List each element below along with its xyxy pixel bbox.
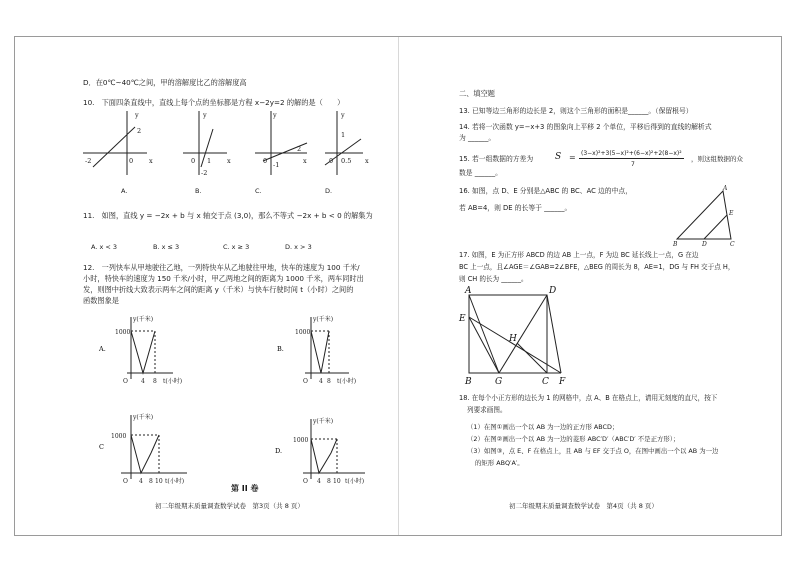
- q17-label-e: E: [459, 314, 466, 324]
- q12-graphs: [87, 309, 387, 489]
- q12c-origin: O: [123, 478, 128, 485]
- q12a-y-label: y(千米): [133, 316, 154, 323]
- q11-option-b: B. x ≤ 3: [153, 243, 180, 251]
- q15-line-1-end: ，则这组数据的众: [691, 155, 743, 163]
- q12d-y-label: y(千米): [313, 418, 334, 425]
- q18-part-3: （3）如图③，点 E、F 在格点上，且 AB 与 EF 交于点 O，在图中画出一个以 AB 为一边: [467, 447, 719, 455]
- q12d-tick-1000: 1000: [293, 437, 309, 444]
- q17-line-1: 17. 如图，E 为正方形 ABCD 的边 AB 上一点，F 为边 BC 延长线上一点，G 在边: [459, 251, 699, 259]
- q15-equals: =: [569, 153, 576, 162]
- q10b-tick-neg2: -2: [201, 169, 208, 177]
- q17-label-h: H: [509, 334, 517, 344]
- q12b-x-label: t(小时): [337, 378, 357, 385]
- q17-label-f: F: [559, 377, 566, 387]
- q10c-origin: 0: [263, 157, 268, 165]
- q10d-tick-1: 1: [341, 131, 346, 139]
- q10-graph-a: [83, 111, 147, 175]
- section-ii-heading: 第 II 卷: [231, 484, 259, 493]
- q16-label-b: B: [673, 241, 678, 248]
- q12b-tick-4: 4: [319, 378, 323, 385]
- q16-triangle-figure: [671, 187, 751, 247]
- q13-text: 13. 已知等边三角形的边长是 2，则这个三角形的面积是______。（保留根号）: [459, 107, 693, 115]
- right-page-footer: 初二年级期末质量调查数学试卷 第4页（共 8 页）: [509, 502, 658, 510]
- q11-option-a: A. x < 3: [91, 243, 118, 251]
- q12a-tick-1000: 1000: [115, 329, 131, 336]
- q17-label-a: A: [465, 286, 472, 296]
- q17-line-3: 则 CH 的长为 ______。: [459, 275, 528, 283]
- q11-option-d: D. x > 3: [285, 243, 312, 251]
- q12c-y-label: y(千米): [133, 414, 154, 421]
- q12c-x-label: t(小时): [165, 478, 185, 485]
- q17-line-2: BC 上一点，且∠AGE＝∠GAB=2∠BFE，△BEG 的周长为 8，AE=1，DG 与 FH 交于点 H，: [459, 263, 735, 271]
- q16-line-2: 若 AB=4，则 DE 的长等于 ______。: [459, 204, 572, 212]
- q18-line-2: 列要求画图。: [467, 406, 507, 414]
- q10a-tick-2: 2: [137, 127, 142, 135]
- q12a-origin: O: [123, 378, 128, 385]
- q18-part-3-cont: 的矩形 ABQ′A′。: [475, 459, 524, 467]
- q10a-origin: 0: [129, 157, 134, 165]
- q17-label-g: G: [495, 377, 503, 387]
- q17-label-c: C: [542, 377, 549, 387]
- q10-graph-c: [255, 111, 307, 175]
- q12-graph-c: [121, 415, 187, 479]
- q16-label-d: D: [702, 241, 707, 248]
- q12-graph-d: [303, 419, 365, 479]
- q10b-y-label: y: [203, 111, 207, 119]
- right-page: [399, 37, 781, 535]
- q12d-tick-10: 10: [333, 478, 341, 485]
- q10c-x-label: x: [303, 157, 307, 165]
- q11-option-c: C. x ≥ 3: [223, 243, 250, 251]
- q12d-x-label: t(小时): [345, 478, 365, 485]
- q10-graph-b: [183, 111, 227, 175]
- q10-option-c: C.: [255, 187, 262, 195]
- q14-line-2: 为 ______。: [459, 134, 496, 142]
- q18-part-1: （1）在图①画出一个以 AB 为一边的正方形 ABCD；: [467, 423, 619, 431]
- q10-text: 10. 下面四条直线中，直线上每个点的坐标都是方程 x−2y=2 的解的是（ ）: [83, 98, 345, 107]
- q14-line-1: 14. 若将一次函数 y=−x+3 的图象向上平移 2 个单位，平移后得到的直线的解析式: [459, 123, 712, 131]
- left-page: [15, 37, 398, 535]
- q9-option-d: D．在0℃~40℃之间，甲的溶解度比乙的溶解度高: [83, 78, 247, 87]
- q17-label-d: D: [549, 286, 557, 296]
- left-page-footer: 初二年级期末质量调查数学试卷 第3页（共 8 页）: [155, 502, 304, 510]
- q10d-origin: 0: [329, 157, 334, 165]
- q10a-tick-neg2: -2: [85, 157, 92, 165]
- q12d-tick-4: 4: [317, 478, 321, 485]
- q11-text: 11. 如图，直线 y = −2x + b 与 x 轴交于点 (3,0)，那么不等式 −2x + b < 0 的解集为: [83, 211, 373, 220]
- q10a-x-label: x: [149, 157, 153, 165]
- q10b-origin: 0: [191, 157, 196, 165]
- q12a-x-label: t(小时): [163, 378, 183, 385]
- q16-label-e: E: [729, 210, 734, 217]
- q18-line-1: 18. 在每个小正方形的边长为 1 的网格中，点 A、B 在格点上，请用无刻度的直尺，按下: [459, 394, 718, 402]
- q12a-tick-8: 8: [153, 378, 157, 385]
- q16-label-c: C: [730, 241, 735, 248]
- q17-square-figure: [459, 286, 595, 387]
- q10b-x-label: x: [227, 157, 231, 165]
- q12d-tick-8: 8: [327, 478, 331, 485]
- q16-label-a: A: [723, 185, 728, 192]
- q10d-x-label: x: [365, 157, 369, 165]
- q15-line-1: 15. 若一组数据的方差为: [459, 155, 534, 163]
- q12-option-b: B.: [277, 345, 284, 353]
- q18-part-2: （2）在图②画出一个以 AB 为一边的菱形 ABC′D′（ABC′D′ 不是正方形）；: [467, 435, 680, 443]
- fill-in-section-title: 二、填空题: [459, 89, 495, 98]
- q12-line-4: 函数图象是: [83, 296, 119, 305]
- q10c-y-label: y: [273, 111, 277, 119]
- q12-option-d: D.: [275, 447, 283, 455]
- q10-option-a: A.: [121, 187, 128, 195]
- q12-option-a: A.: [99, 345, 106, 353]
- q12b-tick-1000: 1000: [295, 329, 311, 336]
- q10d-tick-05: 0.5: [341, 157, 352, 165]
- q10b-tick-1: 1: [207, 157, 212, 165]
- q10-option-b: B.: [195, 187, 202, 195]
- q10-graph-d: [325, 111, 363, 175]
- q16-line-1: 16. 如图，点 D、E 分别是△ABC 的 BC、AC 边的中点，: [459, 187, 632, 195]
- exam-sheet: [14, 36, 782, 536]
- q12b-y-label: y(千米): [313, 316, 334, 323]
- q17-label-b: B: [465, 377, 472, 387]
- q12c-tick-4: 4: [139, 478, 143, 485]
- q15-variance-symbol: S: [555, 152, 562, 162]
- q10d-y-label: y: [341, 111, 345, 119]
- q15-numerator: (3−x)²+3(5−x)²+(6−x)²+2(8−x)²: [581, 150, 682, 157]
- q15-denominator: 7: [631, 161, 635, 168]
- q12a-tick-4: 4: [141, 378, 145, 385]
- q12-line-3: 发，则图中折线大致表示两车之间的距离 y（千米）与快车行驶时间 t（小时）之间的: [83, 285, 354, 294]
- q10-option-d: D.: [325, 187, 333, 195]
- q12-option-c: C: [99, 443, 104, 451]
- q12b-origin: O: [303, 378, 308, 385]
- q12d-origin: O: [303, 478, 308, 485]
- q12-line-2: 小时，特快车的速度为 150 千米/小时，甲乙两地之间的距离为 1000 千米，两车同时出: [83, 274, 364, 283]
- q10a-y-label: y: [135, 111, 139, 119]
- q12c-tick-10: 10: [155, 478, 163, 485]
- q15-line-2: 数是 ______。: [459, 169, 502, 177]
- q12-graph-b: [305, 317, 349, 379]
- q10c-tick-neg1: -1: [273, 161, 280, 169]
- q12-line-1: 12. 一列快车从甲地驶往乙地，一列特快车从乙地驶往甲地，快车的速度为 100 千米/: [83, 263, 360, 272]
- q12c-tick-1000: 1000: [111, 433, 127, 440]
- q12c-tick-8: 8: [149, 478, 153, 485]
- q12-graph-a: [127, 317, 173, 379]
- q12b-tick-8: 8: [327, 378, 331, 385]
- q10c-tick-2: 2: [297, 145, 302, 153]
